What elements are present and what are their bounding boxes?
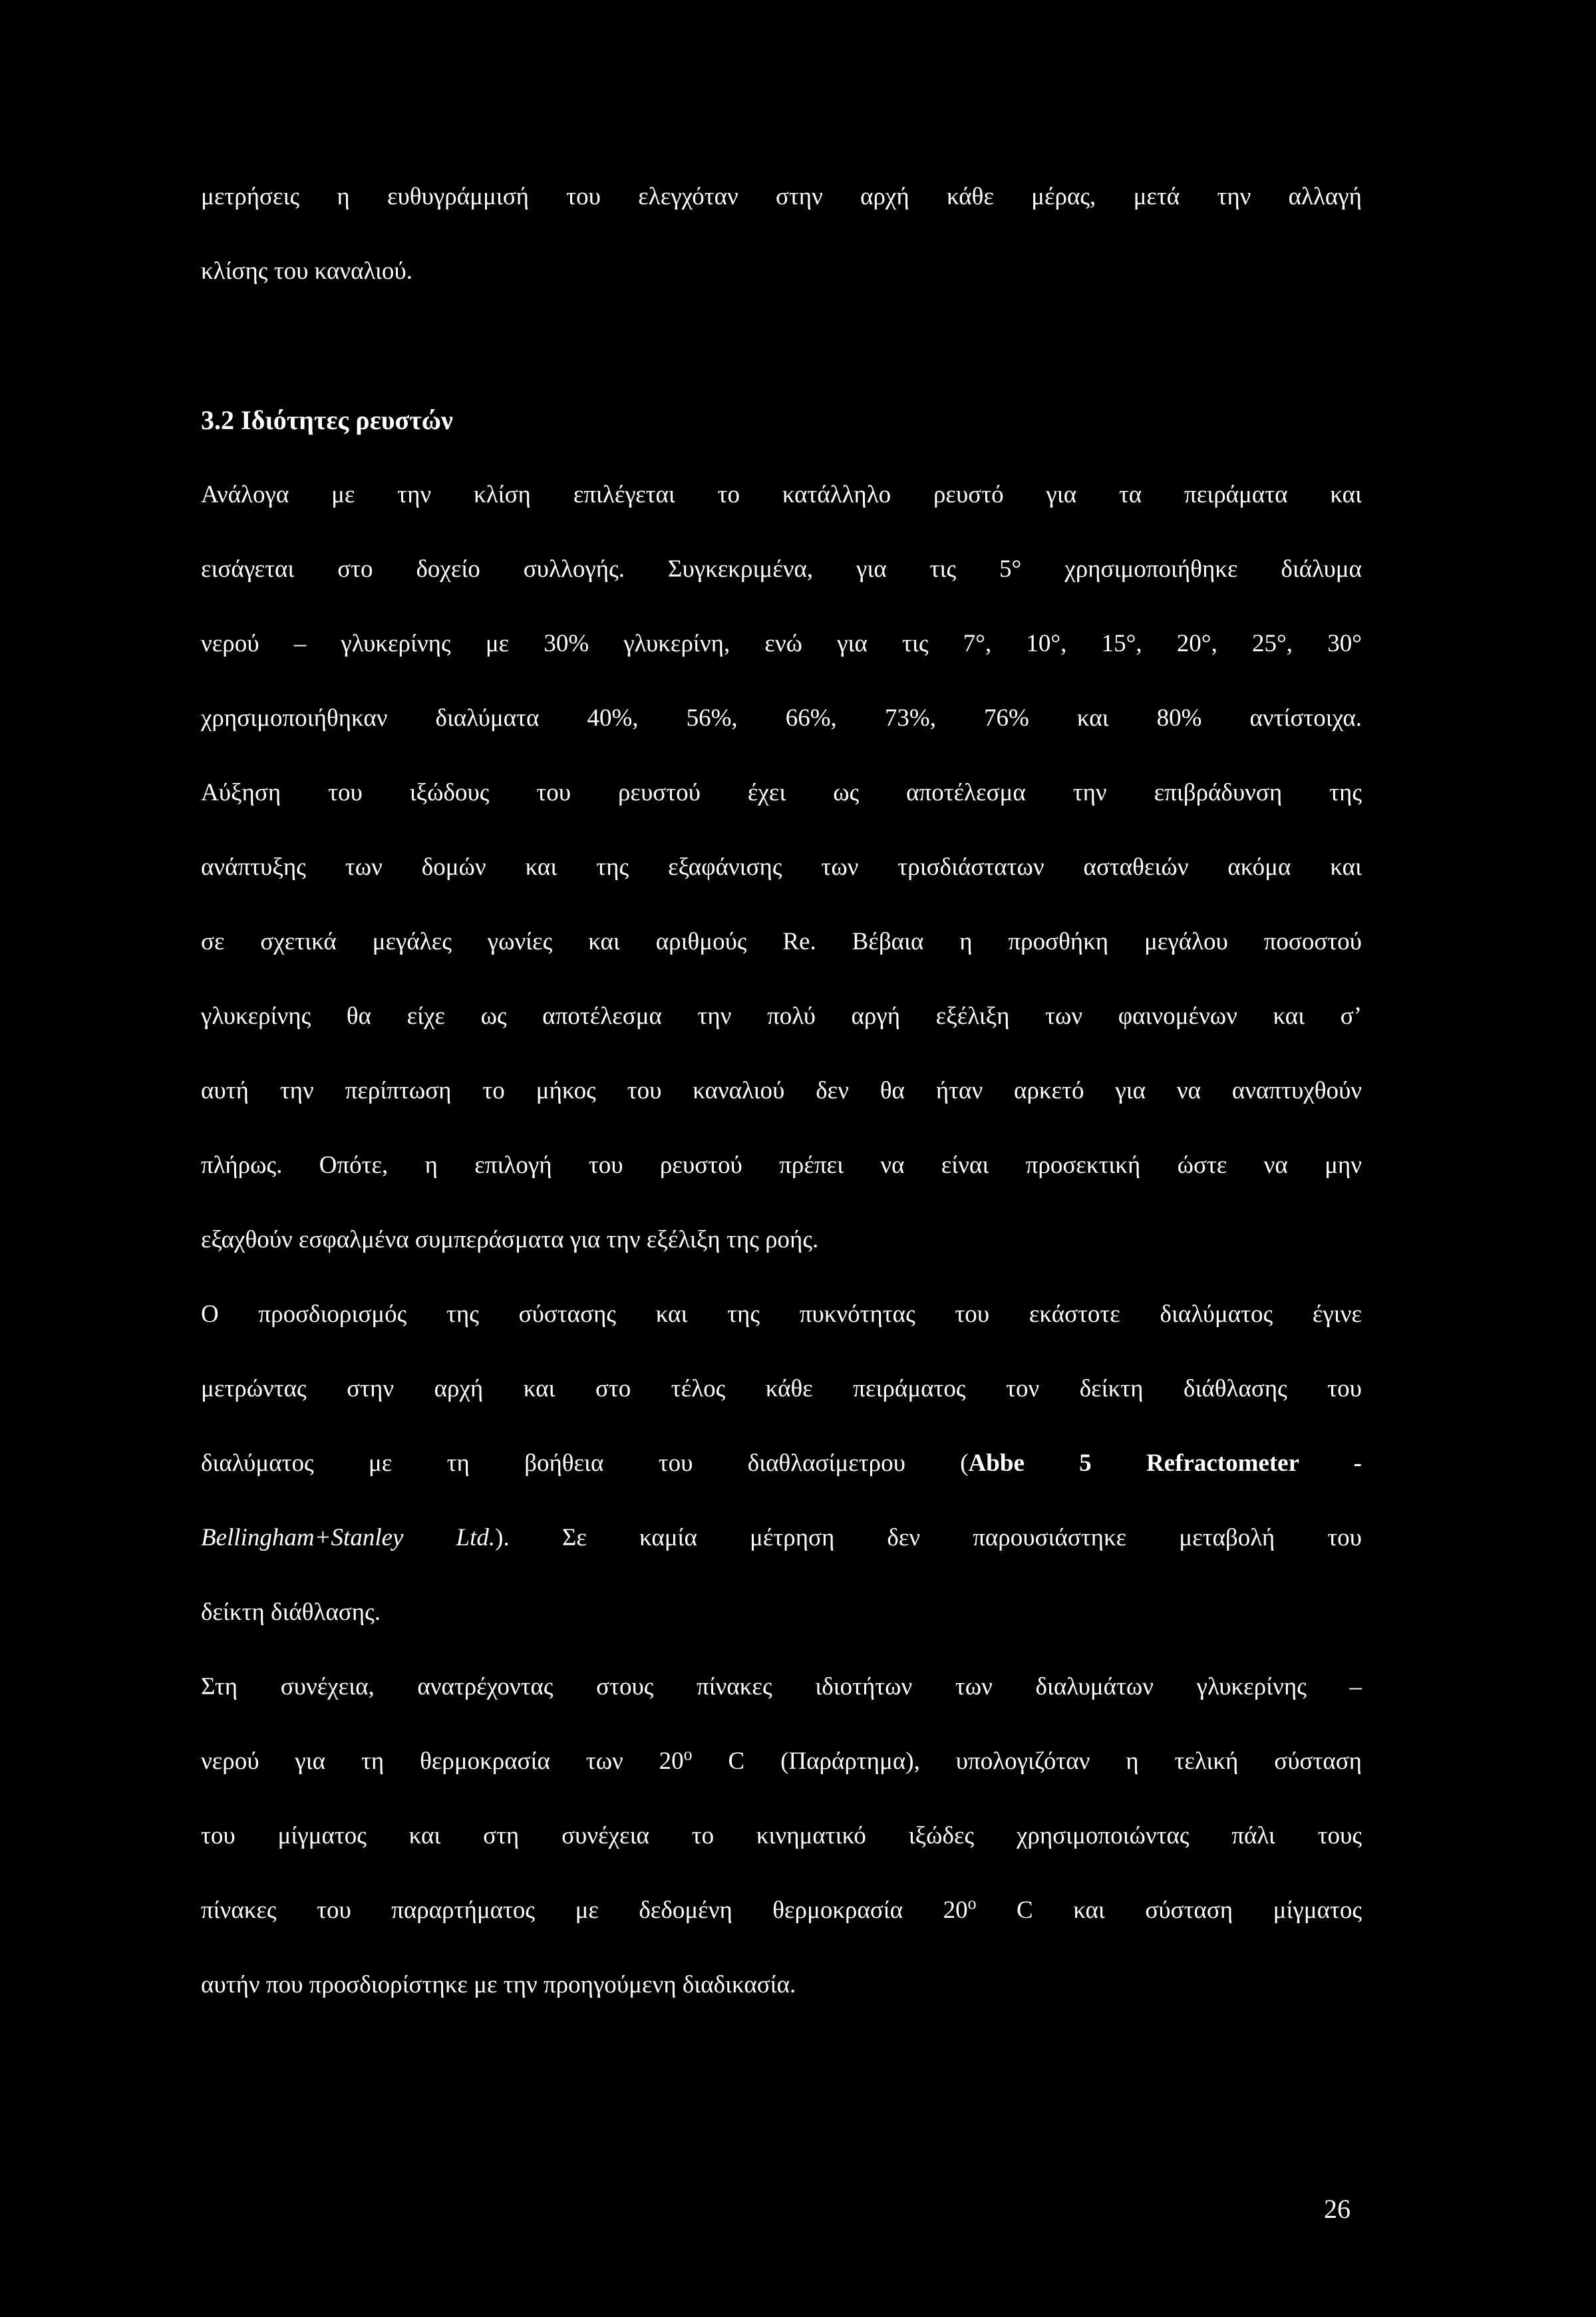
paragraph-text: C και σύσταση μίγματος [976,1897,1362,1924]
paragraph-line: χρησιμοποιήθηκαν διαλύματα 40%, 56%, 66%, 73%, 76% και 80% αντίστοιχα. [201,704,1362,732]
paragraph-line: δείκτη διάθλασης. [201,1599,381,1626]
intro-line: κλίσης του καναλιού. [201,257,413,285]
paragraph-line: μετρώντας στην αρχή και στο τέλος κάθε πειράματος τον δείκτη διάθλασης του [201,1375,1362,1402]
paragraph-line: Αύξηση του ιξώδους του ρευστού έχει ως αποτέλεσμα την επιβράδυνση της [201,779,1362,806]
paragraph-line: αυτήν που προσδιορίστηκε με την προηγούμενη διαδικασία. [201,1971,796,1998]
spacer [201,309,1362,383]
paragraph-line [201,1501,1362,1575]
paragraph-line: αυτή την περίπτωση το μήκος του καναλιού δεν θα ήταν αρκετό για να αναπτυχθούν [201,1077,1362,1104]
page-number: 26 [1324,2194,1351,2224]
paragraph-text: νερού για τη θερμοκρασία των 20 [201,1748,684,1775]
paragraph-text: πίνακες του παραρτήματος με δεδομένη θερμοκρασία 20 [201,1897,968,1924]
paragraph-line: νερού – γλυκερίνης με 30% γλυκερίνη, ενώ για τις 7°, 10°, 15°, 20°, 25°, 30° [201,630,1362,657]
paragraph-line [201,1873,1362,1948]
manufacturer-name: Bellingham+Stanley Ltd. [201,1524,496,1551]
paragraph-line: του μίγματος και στη συνέχεια το κινηματικό ιξώδες χρησιμοποιώντας πάλι τους [201,1822,1362,1849]
paragraph-line: εξαχθούν εσφαλμένα συμπεράσματα για την εξέλιξη της ροής. [201,1226,819,1253]
paragraph-line: σε σχετικά μεγάλες γωνίες και αριθμούς Re. Βέβαια η προσθήκη μεγάλου ποσοστού [201,928,1362,955]
paragraph-line: εισάγεται στο δοχείο συλλογής. Συγκεκριμένα, για τις 5° χρησιμοποιήθηκε διάλυμα [201,555,1362,583]
paragraph-text: C (Παράρτημα), υπολογιζόταν η τελική σύσταση [692,1748,1362,1775]
paragraph-line [201,1426,1362,1501]
paragraph-text: διαλύματος με τη βοήθεια του διαθλασίμετρου ( [201,1450,969,1477]
paragraph-line: Ανάλογα με την κλίση επιλέγεται το κατάλληλο ρευστό για τα πειράματα και [201,481,1362,508]
page-body [201,160,1362,2022]
degree-superscript: o [967,1893,977,1913]
paragraph-line: ανάπτυξης των δομών και της εξαφάνισης των τρισδιάστατων ασταθειών ακόμα και [201,853,1362,881]
instrument-name: Abbe 5 Refractometer - [968,1450,1362,1477]
paragraph-line: γλυκερίνης θα είχε ως αποτέλεσμα την πολύ αργή εξέλιξη των φαινομένων και σ’ [201,1003,1362,1030]
paragraph-text: ). Σε καμία μέτρηση δεν παρουσιάστηκε μεταβολή του [495,1524,1362,1551]
paragraph-line: πλήρως. Οπότε, η επιλογή του ρευστού πρέπει να είναι προσεκτική ώστε να μην [201,1152,1362,1179]
paragraph-line: Ο προσδιορισμός της σύστασης και της πυκνότητας του εκάστοτε διαλύματος έγινε [201,1301,1362,1328]
intro-line: μετρήσεις η ευθυγράμμισή του ελεγχόταν στην αρχή κάθε μέρας, μετά την αλλαγή [201,183,1362,210]
degree-superscript: o [683,1744,693,1764]
paragraph-line [201,1724,1362,1799]
paragraph-line: Στη συνέχεια, ανατρέχοντας στους πίνακες ιδιοτήτων των διαλυμάτων γλυκερίνης – [201,1673,1362,1700]
section-heading: 3.2 Ιδιότητες ρευστών [201,405,453,435]
